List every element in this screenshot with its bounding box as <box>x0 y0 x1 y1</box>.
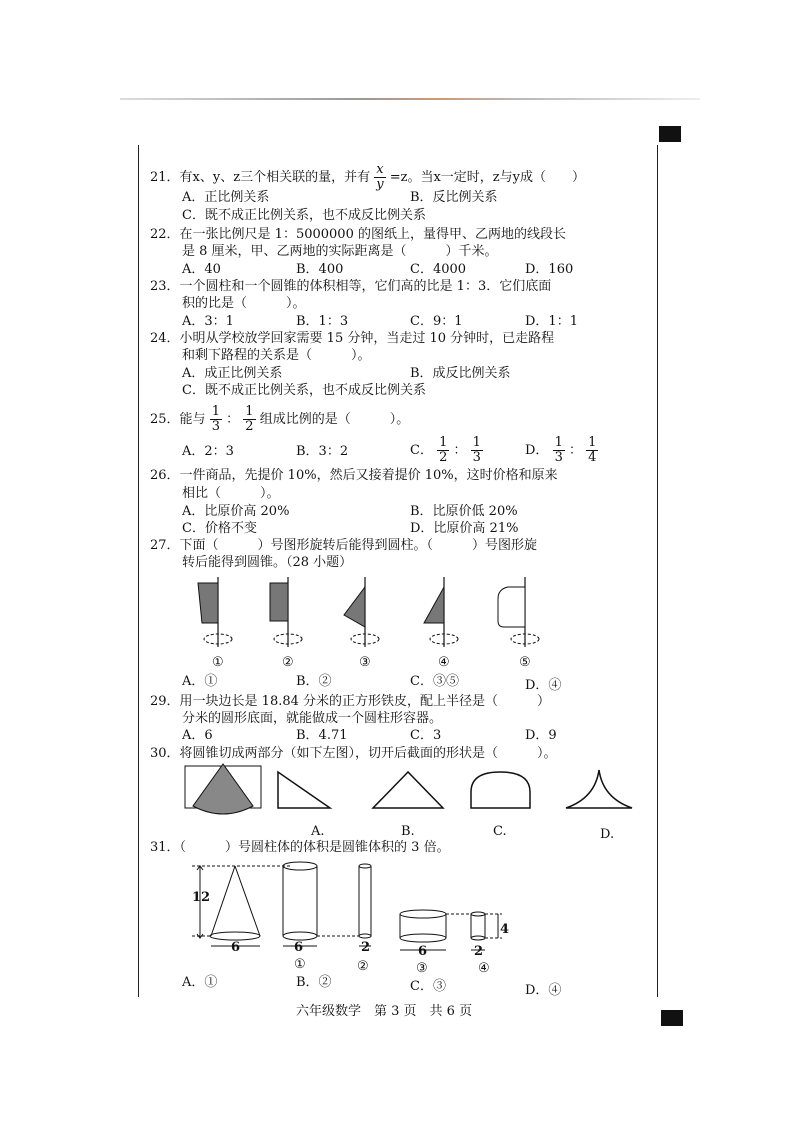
registration-mark-bottom <box>661 1010 683 1026</box>
q31-label-1: ① <box>294 957 306 972</box>
q30-option-a-shape <box>278 772 330 808</box>
q26-option-a[interactable]: A．比原价高 20% <box>182 504 290 519</box>
q31-dim-height-4: 4 <box>500 922 510 937</box>
q23-option-a[interactable]: A．3：1 <box>182 314 234 329</box>
q27-label-4: ④ <box>438 655 450 670</box>
q24-line1: 24．小明从学校放学回家需要 15 分钟，当走过 10 分钟时，已走路程 <box>150 331 555 346</box>
q22-option-d[interactable]: D．160 <box>525 262 574 277</box>
q29-option-a[interactable]: A．6 <box>182 728 213 743</box>
q25-option-d[interactable]: D． $\frac{1}{3}$ ： $\frac{1}{4}$ <box>525 435 597 465</box>
q23-option-b[interactable]: B．1：3 <box>296 314 349 329</box>
q30-cone-figure <box>185 764 261 814</box>
q21-fraction: $\frac{x}{y}$ <box>376 162 384 192</box>
q21-text-b: =z。当x一定时，z与y成（ ） <box>389 170 585 185</box>
q25-stem: 25．能与 $\frac{1}{3}$ ： $\frac{1}{2}$ 组成比例的是（ ）。 <box>150 404 410 434</box>
q31-option-c[interactable]: C．③ <box>410 979 446 994</box>
q31-dim-6-cyl3: 6 <box>418 944 428 959</box>
q31-dim-6-cyl1: 6 <box>294 940 304 955</box>
q21-option-c[interactable]: C．既不成正比例关系，也不成反比例关系 <box>182 208 426 223</box>
q24-option-a[interactable]: A．成正比例关系 <box>182 366 283 381</box>
q27-figure-5 <box>498 577 539 647</box>
q27-option-a[interactable]: A．① <box>182 674 218 689</box>
q27-line2: 转后能得到圆锥。（28 小题） <box>182 555 353 570</box>
q21-option-b[interactable]: B．反比例关系 <box>410 190 498 205</box>
q30-cone-section-figures <box>180 762 620 822</box>
q26-option-d[interactable]: D．比原价高 21% <box>410 521 519 536</box>
registration-mark-top <box>659 126 681 142</box>
q27-option-b[interactable]: B．② <box>296 674 332 689</box>
q31-cylinder-4 <box>446 912 502 940</box>
q26-line2: 相比（ ）。 <box>182 486 280 501</box>
q27-line1: 27．下面（ ）号图形旋转后能得到圆柱。（ ）号图形旋 <box>150 538 538 553</box>
q22-option-c[interactable]: C．4000 <box>410 262 467 277</box>
q31-cylinder-2 <box>317 864 371 938</box>
q30-option-b[interactable]: B. <box>401 824 415 839</box>
q27-figure-2 <box>270 577 302 647</box>
q27-label-1: ① <box>212 655 224 670</box>
q30-line1: 30．将圆锥切成两部分（如下左图），切开后截面的形状是（ ）。 <box>150 746 557 761</box>
q30-option-b-shape <box>373 772 443 808</box>
q27-figure-4 <box>424 577 458 647</box>
q31-option-a[interactable]: A．① <box>182 975 218 990</box>
q31-dim-6-cone: 6 <box>231 940 241 955</box>
q27-option-d[interactable]: D．④ <box>525 678 562 693</box>
q30-option-c[interactable]: C. <box>493 824 507 839</box>
q30-option-c-shape <box>471 772 530 808</box>
q31-line1: 31．（ ）号圆柱体的体积是圆锥体积的 3 倍。 <box>150 840 450 855</box>
q23-line2: 积的比是（ ）。 <box>182 296 306 311</box>
q30-option-a[interactable]: A. <box>311 824 325 839</box>
q23-line1: 23．一个圆柱和一个圆锥的体积相等，它们高的比是 1：3．它们底面 <box>150 279 552 294</box>
q31-label-2: ② <box>357 959 369 974</box>
q21-stem <box>150 163 585 192</box>
q29-option-d[interactable]: D．9 <box>525 728 557 743</box>
q25-option-b[interactable]: B．3：2 <box>296 444 349 459</box>
q31-dim-height-12: 12 <box>192 890 211 905</box>
q29-option-c[interactable]: C．3 <box>410 728 442 743</box>
q27-option-c[interactable]: C．③⑤ <box>410 674 459 689</box>
q25-option-a[interactable]: A．2：3 <box>182 444 234 459</box>
q21-option-a[interactable]: A．正比例关系 <box>182 190 270 205</box>
page-footer: 六年级数学 第 3 页 共 6 页 <box>296 1004 473 1019</box>
q26-option-b[interactable]: B．比原价低 20% <box>410 504 518 519</box>
q29-option-b[interactable]: B．4.71 <box>296 728 348 743</box>
q22-line1: 22．在一张比例尺是 1：5000000 的图纸上，量得甲、乙两地的线段长 <box>150 227 566 242</box>
q30-option-d[interactable]: D. <box>600 827 615 842</box>
q23-option-c[interactable]: C．9：1 <box>410 314 463 329</box>
q25-option-c[interactable]: C． $\frac{1}{2}$ ： $\frac{1}{3}$ <box>410 435 481 465</box>
q31-option-b[interactable]: B．② <box>296 975 332 990</box>
q25-fraction-1: $\frac{1}{3}$ <box>211 404 220 434</box>
q26-option-c[interactable]: C．价格不变 <box>182 521 257 536</box>
q27-figure-3 <box>344 577 379 647</box>
q22-option-a[interactable]: A．40 <box>182 262 221 277</box>
q31-cylinder-3 <box>400 910 446 942</box>
q31-option-d[interactable]: D．④ <box>525 983 562 998</box>
q31-label-4: ④ <box>478 961 490 976</box>
q26-line1: 26．一件商品，先提价 10%，然后又接着提价 10%，这时价格和原来 <box>150 468 558 483</box>
q27-label-5: ⑤ <box>519 655 531 670</box>
q29-line2: 分米的圆形底面，就能做成一个圆柱形容器。 <box>182 711 443 726</box>
q24-option-c[interactable]: C．既不成正比例关系，也不成反比例关系 <box>182 383 426 398</box>
q22-line2: 是 8 厘米，甲、乙两地的实际距离是（ ）千米。 <box>182 244 498 259</box>
q23-option-d[interactable]: D．1：1 <box>525 314 578 329</box>
q24-line2: 和剩下路程的关系是（ ）。 <box>182 348 371 363</box>
q31-dim-2-cyl2: 2 <box>361 940 371 955</box>
q31-label-3: ③ <box>416 961 428 976</box>
q29-line1: 29．用一块边长是 18.84 分米的正方形铁皮，配上半径是（ ） <box>150 694 551 709</box>
q31-dim-2-cyl4: 2 <box>474 944 484 959</box>
q27-figure-1 <box>198 577 232 647</box>
q25-fraction-2: $\frac{1}{2}$ <box>245 404 254 434</box>
q22-option-b[interactable]: B．400 <box>296 262 344 277</box>
q31-cylinder-1 <box>283 862 317 940</box>
q27-label-3: ③ <box>359 655 371 670</box>
q24-option-b[interactable]: B．成反比例关系 <box>410 366 511 381</box>
q21-text-a: 21．有x、y、z三个相关联的量，并有 <box>150 170 371 185</box>
q27-label-2: ② <box>282 655 294 670</box>
